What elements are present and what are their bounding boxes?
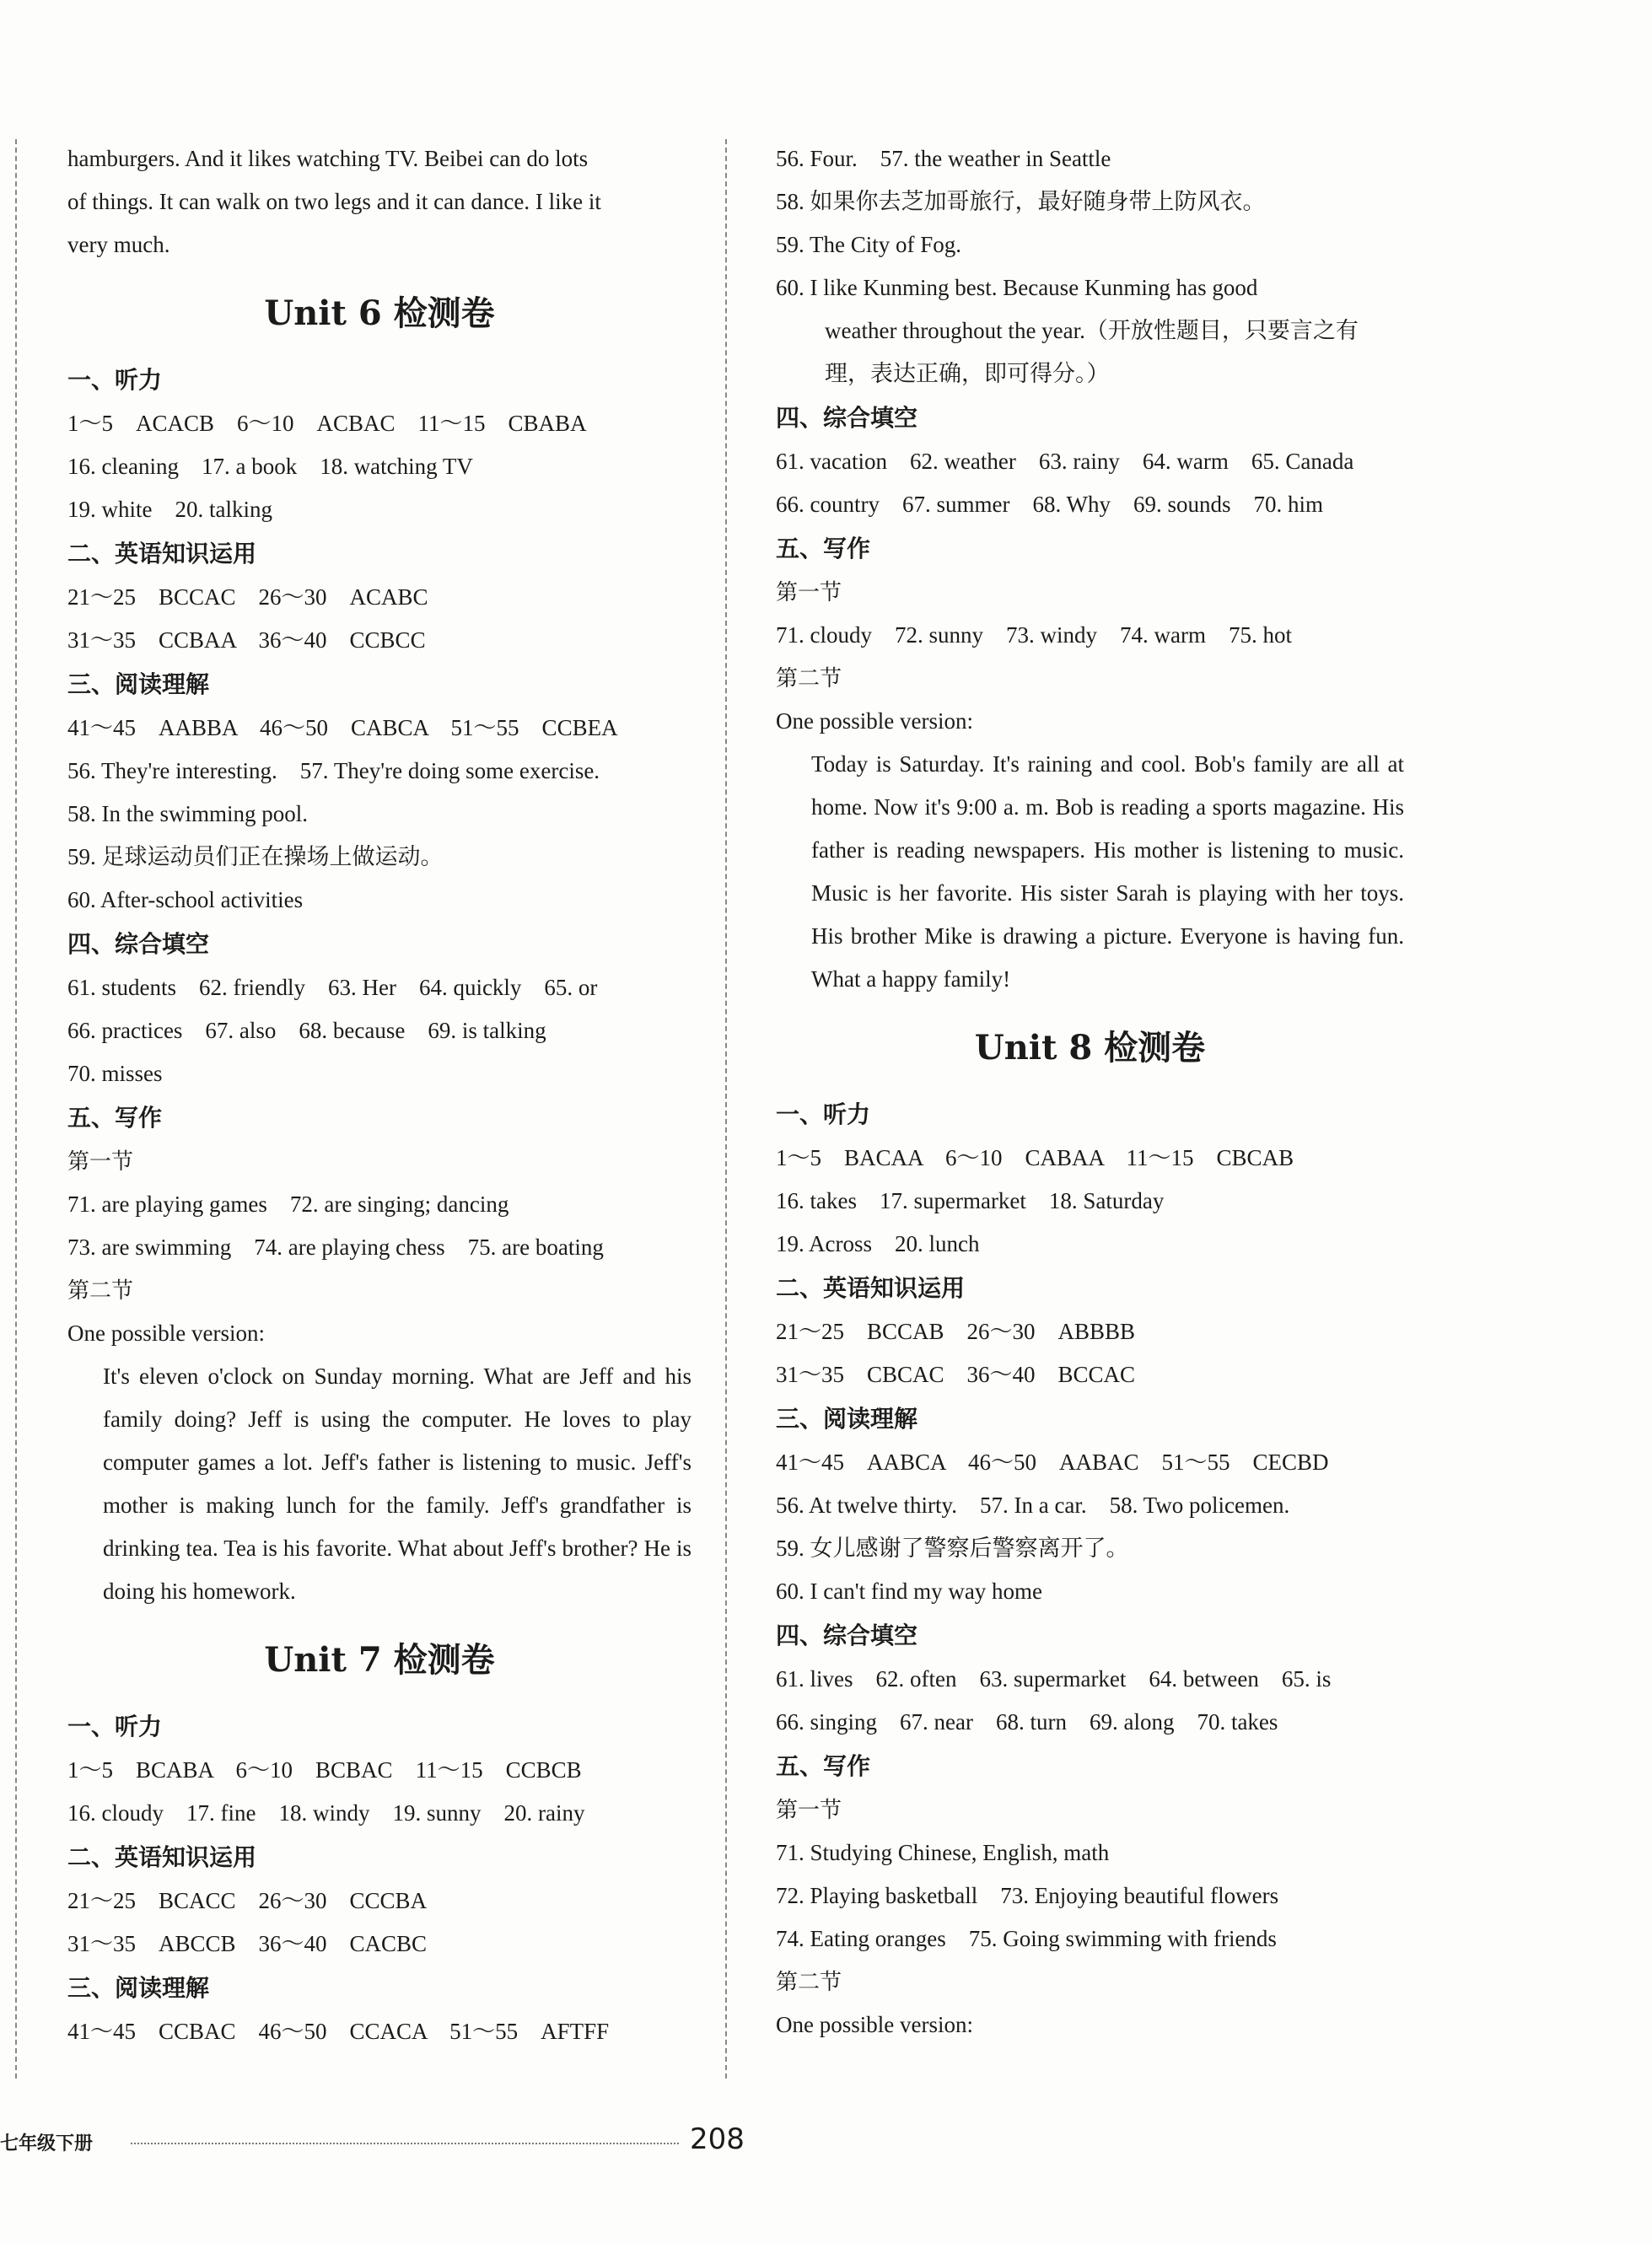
- answer-line: 16. takes 17. supermarket 18. Saturday: [776, 1188, 1165, 1213]
- answer-line: 1～5 BACAA 6～10 CABAA 11～15 CBCAB: [776, 1145, 1294, 1170]
- answer-line: 71. cloudy 72. sunny 73. windy 74. warm 75. hot: [776, 622, 1292, 648]
- unit6-title: Unit 6 检测卷: [264, 293, 495, 333]
- middle-column-rule: [725, 139, 727, 2079]
- writing-part-2-label: 第二节: [776, 1970, 842, 1994]
- unit8-listening-heading: 一、听力: [776, 1100, 871, 1128]
- answer-line: 19. Across 20. lunch: [776, 1231, 980, 1256]
- answer-line: 59. 女儿感谢了警察后警察离开了。: [776, 1536, 1129, 1561]
- writing-part-1-label: 第一节: [776, 580, 842, 605]
- answer-line: 71. Studying Chinese, English, math: [776, 1840, 1110, 1865]
- page-footer: [0, 2122, 1652, 2163]
- left-binding-rule: [15, 139, 17, 2079]
- answer-line: 61. students 62. friendly 63. Her 64. quickly 65. or: [67, 975, 598, 1000]
- answer-line: 73. are swimming 74. are playing chess 75. are boating: [67, 1234, 604, 1260]
- answer-line: 31～35 CCBAA 36～40 CCBCC: [67, 627, 426, 653]
- answer-line: 56. At twelve thirty. 57. In a car. 58. Two policemen.: [776, 1493, 1290, 1518]
- unit6-writing-heading: 五、写作: [67, 1104, 163, 1132]
- unit8-knowledge-heading: 二、英语知识运用: [776, 1274, 966, 1302]
- unit7-listening-heading: 一、听力: [67, 1713, 163, 1740]
- unit7-writing-heading: 五、写作: [776, 535, 871, 562]
- answer-line: 61. vacation 62. weather 63. rainy 64. warm 65. Canada: [776, 449, 1354, 474]
- unit8-writing-heading: 五、写作: [776, 1752, 871, 1780]
- answer-line: 41～45 CCBAC 46～50 CCACA 51～55 AFTFF: [67, 2019, 610, 2044]
- answer-line: 19. white 20. talking: [67, 497, 272, 522]
- answer-line: 70. misses: [67, 1061, 163, 1086]
- unit7-cloze-heading: 四、综合填空: [776, 404, 918, 432]
- answer-line: 56. Four. 57. the weather in Seattle: [776, 146, 1111, 171]
- answer-line: weather throughout the year.（开放性题目，只要言之有: [825, 318, 1359, 343]
- unit8-reading-heading: 三、阅读理解: [776, 1405, 918, 1433]
- answer-line: 61. lives 62. often 63. supermarket 64. between 65. is: [776, 1666, 1332, 1692]
- answer-line: 66. country 67. summer 68. Why 69. sounds 70. him: [776, 492, 1323, 517]
- unit7-reading-heading: 三、阅读理解: [67, 1974, 210, 2002]
- answer-line: 21～25 BCCAB 26～30 ABBBB: [776, 1319, 1136, 1344]
- page-number: 208: [690, 2122, 745, 2156]
- unit7-title: Unit 7 检测卷: [264, 1640, 495, 1680]
- sample-essay: Today is Saturday. It's raining and cool. Bob's family are all at home. Now it's 9:00 a. m. Bob is reading a sports magazine. His father is reading newspapers. His mother is listening to music. Music is her favorite. His sister Sarah is playing with her toys. His brother Mike is drawing a picture. Everyone is having fun. What a happy family!: [811, 751, 1404, 992]
- answer-line: 31～35 ABCCB 36～40 CACBC: [67, 1931, 428, 1956]
- sample-essay: It's eleven o'clock on Sunday morning. What are Jeff and his family doing? Jeff is using the computer. He loves to play computer games a lot. Jeff's father is listening to music. Jeff's mother is making lunch for the family. Jeff's grandfather is drinking tea. Tea is his favorite. What about Jeff's brother? He is doing his homework.: [103, 1364, 691, 1604]
- answer-line: 56. They're interesting. 57. They're doing some exercise.: [67, 758, 600, 783]
- answer-line: 72. Playing basketball 73. Enjoying beautiful flowers: [776, 1883, 1279, 1908]
- answer-line: 60. I like Kunming best. Because Kunming has good: [776, 275, 1258, 300]
- possible-version-label: One possible version:: [776, 708, 973, 734]
- possible-version-label: One possible version:: [67, 1321, 265, 1346]
- footer-dotted-leader: [131, 2143, 679, 2144]
- answer-line: 74. Eating oranges 75. Going swimming with friends: [776, 1926, 1277, 1951]
- unit6-listening-heading: 一、听力: [67, 366, 163, 394]
- possible-version-label: One possible version:: [776, 2012, 973, 2037]
- answer-line: 1～5 ACACB 6～10 ACBAC 11～15 CBABA: [67, 411, 587, 436]
- grade-label: 七年级下册: [0, 2133, 94, 2154]
- unit8-cloze-heading: 四、综合填空: [776, 1622, 918, 1649]
- intro-line-2: of things. It can walk on two legs and it can dance. I like it: [67, 189, 601, 214]
- answer-line: 16. cleaning 17. a book 18. watching TV: [67, 454, 473, 479]
- intro-line-3: very much.: [67, 232, 170, 257]
- answer-line: 58. In the swimming pool.: [67, 801, 308, 826]
- unit8-title: Unit 8 检测卷: [974, 1028, 1206, 1068]
- answer-line: 59. The City of Fog.: [776, 232, 962, 257]
- answer-line: 60. I can't find my way home: [776, 1579, 1043, 1604]
- unit6-reading-heading: 三、阅读理解: [67, 670, 210, 698]
- intro-line-1: hamburgers. And it likes watching TV. Beibei can do lots: [67, 146, 589, 171]
- writing-part-2-label: 第二节: [776, 666, 842, 691]
- answer-line: 59. 足球运动员们正在操场上做运动。: [67, 844, 444, 869]
- answer-line: 66. singing 67. near 68. turn 69. along 70. takes: [776, 1709, 1278, 1735]
- unit6-knowledge-heading: 二、英语知识运用: [67, 540, 257, 567]
- answer-line: 理，表达正确，即可得分。）: [825, 361, 1110, 386]
- answer-line: 21～25 BCACC 26～30 CCCBA: [67, 1888, 428, 1913]
- answer-line: 31～35 CBCAC 36～40 BCCAC: [776, 1362, 1136, 1387]
- right-column: [776, 137, 1404, 2047]
- answer-line: 60. After-school activities: [67, 887, 304, 912]
- writing-part-1-label: 第一节: [776, 1798, 842, 1822]
- answer-line: 21～25 BCCAC 26～30 ACABC: [67, 584, 428, 610]
- answer-line: 58. 如果你去芝加哥旅行，最好随身带上防风衣。: [776, 189, 1266, 214]
- writing-part-2-label: 第二节: [67, 1278, 134, 1303]
- left-column: [67, 137, 691, 2053]
- unit7-knowledge-heading: 二、英语知识运用: [67, 1843, 257, 1871]
- answer-line: 41～45 AABBA 46～50 CABCA 51～55 CCBEA: [67, 715, 618, 740]
- answer-line: 16. cloudy 17. fine 18. windy 19. sunny 20. rainy: [67, 1800, 585, 1826]
- writing-part-1-label: 第一节: [67, 1149, 134, 1174]
- answer-line: 71. are playing games 72. are singing; dancing: [67, 1191, 509, 1217]
- answer-line: 1～5 BCABA 6～10 BCBAC 11～15 CCBCB: [67, 1757, 582, 1783]
- answer-line: 66. practices 67. also 68. because 69. is talking: [67, 1018, 546, 1043]
- answer-line: 41～45 AABCA 46～50 AABAC 51～55 CECBD: [776, 1450, 1329, 1475]
- unit6-cloze-heading: 四、综合填空: [67, 930, 210, 958]
